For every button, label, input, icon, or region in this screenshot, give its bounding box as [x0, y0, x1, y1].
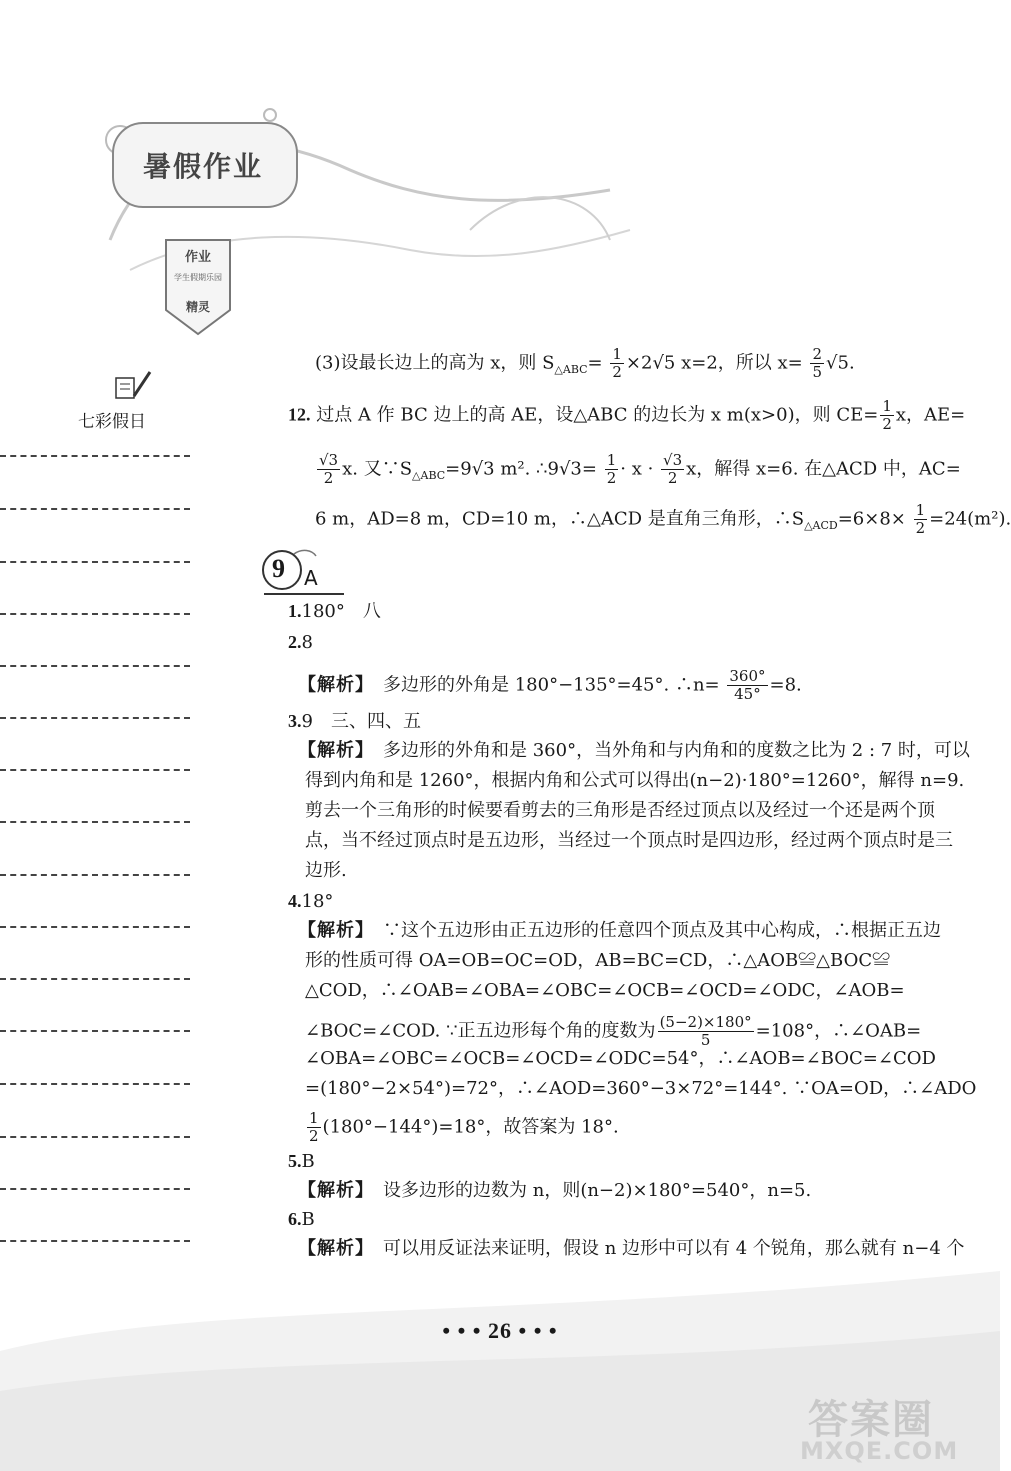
answer-3-exp-1: 【解析】 多边形的外角和是 360°，当外角和与内角和的度数之比为 2 : 7 时，可以 [298, 740, 970, 761]
pencil-icon [112, 368, 154, 402]
q12-line-1: 12. 过点 A 作 BC 边上的高 AE，设△ABC 的边长为 x m(x>0)，则 CE= $\frac{1}{2}$ x，AE= [288, 397, 966, 433]
answer-2-explanation: 【解析】 多边形的外角是 180°−135°=45°. ∴n= $\frac{360^\circ}{45^\circ}$ =8. [298, 667, 802, 703]
section-number: 9 [272, 554, 285, 583]
answer-3-exp-3: 剪去一个三角形的时候要看剪去的三角形是否经过顶点以及经过一个还是两个顶 [305, 800, 935, 821]
banner [105, 115, 305, 215]
answer-6-explanation: 【解析】 可以用反证法来证明，假设 n 边形中可以有 4 个锐角，那么就有 n−4 个 [298, 1238, 965, 1259]
answer-5-explanation: 【解析】 设多边形的边数为 n，则(n−2)×180°=540°，n=5. [298, 1180, 812, 1201]
answer-6: 6.B [288, 1209, 315, 1230]
page-number: • • • 26 • • • [442, 1318, 558, 1343]
answer-4-exp-1: 【解析】 ∵这个五边形由正五边形的任意四个顶点及其中心构成，∴根据正五边 [298, 920, 941, 941]
answer-4-exp-5: ∠OBA=∠OBC=∠OCB=∠OCD=∠ODC=54°，∴∠AOB=∠BOC=∠COD [305, 1048, 936, 1069]
watermark: 答案圈 [808, 1397, 934, 1443]
banner-title: 暑假作业 [143, 150, 264, 183]
answer-4-exp-6: =(180°−2×54°)=72°，∴∠AOD=360°−3×72°=144°. ∵OA=OD，∴∠ADO [305, 1078, 977, 1099]
badge [160, 230, 236, 340]
answer-3-exp-4: 点，当不经过顶点时是五边形，当经过一个顶点时是四边形，经过两个顶点时是三 [305, 830, 953, 851]
q12-line-2: $\frac{√3}{2}$ x. 又$\because S_{\triangle ABC}=9√3$ m². ∴9√3= $\frac{1}{2}$ · x · $\frac{√3}{2}$ x，解得 x=6. 在△ACD 中，AC= [319, 451, 961, 487]
answer-2: 2.8 [288, 632, 313, 653]
badge-bottom: 精灵 [185, 300, 210, 314]
answer-3-exp-2: 得到内角和是 1260°，根据内角和公式可以得出(n−2)·180°=1260°，解得 n=9. [305, 770, 965, 791]
answer-3-exp-5: 边形. [305, 860, 347, 881]
watermark-url: MXQE.COM [800, 1437, 959, 1465]
answer-4: 4.18° [288, 891, 334, 912]
answer-3: 3.9 三、四、五 [288, 711, 421, 732]
answer-4-exp-4: ∠BOC=∠COD. ∵正五边形每个角的度数为 $\frac{(5-2)\times 180^\circ}{5}$ =108°，∴∠OAB= [305, 1013, 922, 1049]
side-label: 七彩假日 [78, 412, 146, 432]
section-letter: A [304, 566, 318, 590]
q12-line-3: 6 m，AD=8 m，CD=10 m，∴△ACD 是直角三角形，$\therefore S_{\triangle ACD}=6\times 8\times$ $\frac{1}{2}$ =24(m²). [315, 501, 1011, 537]
section-header [258, 548, 348, 598]
badge-top: 作业 [184, 250, 211, 265]
answer-5: 5.B [288, 1151, 315, 1172]
answer-4-exp-2: 形的性质可得 OA=OB=OC=OD，AB=BC=CD，∴△AOB≌△BOC≌ [305, 950, 891, 971]
prev-line-3: (3)设最长边上的高为 x，则 $S_{\triangle ABC}=$ $\frac{1}{2}$ ×2√5 x=2，所以 x= $\frac{2}{5}$ √5. [315, 345, 855, 381]
badge-middle: 学生假期乐园 [174, 273, 222, 282]
answer-1: 1.180° 八 [288, 601, 381, 622]
answer-4-exp-3: △COD，∴∠OAB=∠OBA=∠OBC=∠OCB=∠OCD=∠ODC，∠AOB= [305, 980, 905, 1001]
answer-4-exp-7: $\frac{1}{2}$ (180°−144°)=18°，故答案为 18°. [309, 1109, 619, 1145]
